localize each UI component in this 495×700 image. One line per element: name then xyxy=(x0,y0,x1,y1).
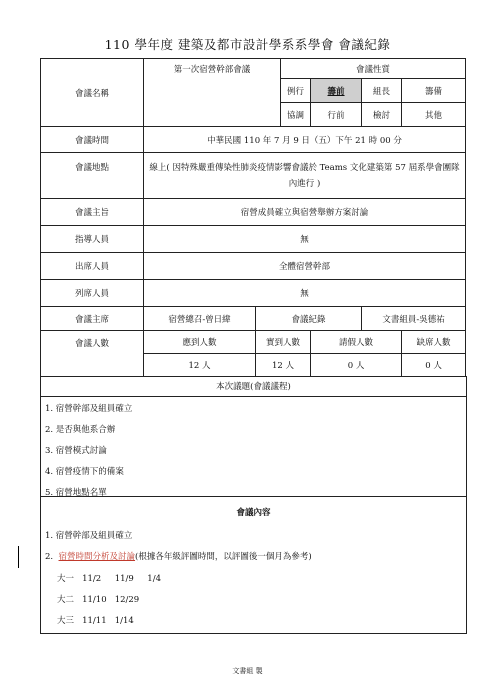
content-item-2 xyxy=(45,550,312,562)
headcount-expected-label: 應到人數 xyxy=(144,331,256,354)
type-preparation: 籌備 xyxy=(402,79,466,103)
page-title: 110 學年度 建築及都市設計學系系學會 會議紀錄 xyxy=(104,37,391,52)
observers-value: 無 xyxy=(144,280,466,307)
advisor-label: 指導人員 xyxy=(41,226,144,253)
agenda-title: 本次議題(會議議程) xyxy=(216,382,291,392)
content-title: 會議內容 xyxy=(236,508,271,518)
meeting-place-label: 會議地點 xyxy=(41,153,144,199)
type-regular: 例行 xyxy=(281,79,311,103)
recorder-value: 文書組員-吳德祐 xyxy=(362,307,466,331)
agenda-item: 2. 是否與他系合辦 xyxy=(45,425,116,435)
chair-value: 宿營總召-曾日緯 xyxy=(144,307,256,331)
headcount-present-value: 12 人 xyxy=(256,354,311,377)
type-coordination: 協調 xyxy=(281,103,311,127)
meeting-place-value: 線上( 因特殊嚴重傳染性肺炎疫情影響會議於 Teams 文化建築第 57 屆系學會團隊內進行 ) xyxy=(144,153,466,199)
advisor-value: 無 xyxy=(144,226,466,253)
meeting-time-value: 中華民國 110 年 7 月 9 日（五）下午 21 時 00 分 xyxy=(144,127,466,153)
agenda-item: 4. 宿營疫情下的備案 xyxy=(45,467,124,477)
attendees-label: 出席人員 xyxy=(41,253,144,280)
agenda-divider xyxy=(41,396,466,397)
headcount-leave-value: 0 人 xyxy=(311,354,402,377)
meeting-purpose-value: 宿營成員確立與宿營舉辦方案討論 xyxy=(144,199,466,226)
type-leader: 組長 xyxy=(362,79,402,103)
agenda-item: 1. 宿營幹部及組員確立 xyxy=(45,404,133,414)
meeting-type-label: 會議性質 xyxy=(281,59,466,79)
meeting-time-label: 會議時間 xyxy=(41,127,144,153)
recorder-label: 會議紀錄 xyxy=(256,307,362,331)
content-item-2-highlight: 宿營時間分析及討論 xyxy=(58,552,136,562)
schedule-year-2: 大二 11/10 12/29 xyxy=(57,595,140,605)
type-pre-planning-selected: 籌前 xyxy=(311,79,362,103)
type-pre-trip: 行前 xyxy=(311,103,362,127)
schedule-year-1: 大一 11/2 11/9 1/4 xyxy=(57,574,161,584)
type-review: 檢討 xyxy=(362,103,402,127)
schedule-year-3: 大三 11/11 1/14 xyxy=(57,616,134,626)
meeting-info-table xyxy=(40,58,466,377)
headcount-absent-label: 缺席人數 xyxy=(402,331,466,354)
meeting-name-label: 會議名稱 xyxy=(41,59,144,127)
footer-credit: 文書組 製 xyxy=(232,667,263,675)
meeting-purpose-label: 會議主旨 xyxy=(41,199,144,226)
meeting-name-value: 第一次宿營幹部會議 xyxy=(144,59,281,127)
chair-label: 會議主席 xyxy=(41,307,144,331)
headcount-expected-value: 12 人 xyxy=(144,354,256,377)
attendees-value: 全體宿營幹部 xyxy=(144,253,466,280)
agenda-item: 3. 宿營模式討論 xyxy=(45,446,107,456)
content-item-2-number: 2. xyxy=(45,552,54,562)
headcount-label: 會議人數 xyxy=(41,331,144,377)
observers-label: 列席人員 xyxy=(41,280,144,307)
headcount-present-label: 實到人數 xyxy=(256,331,311,354)
type-other: 其他 xyxy=(402,103,466,127)
headcount-leave-label: 請假人數 xyxy=(311,331,402,354)
text-cursor xyxy=(18,546,19,568)
agenda-item: 5. 宿營地點名單 xyxy=(45,488,107,498)
headcount-absent-value: 0 人 xyxy=(402,354,466,377)
content-item-2-note: (根據各年級評圖時間，以評圖後一個月為參考) xyxy=(135,552,312,562)
content-item-1: 1. 宿營幹部及組員確立 xyxy=(45,531,133,541)
content-section xyxy=(40,496,467,634)
agenda-section xyxy=(40,376,467,497)
